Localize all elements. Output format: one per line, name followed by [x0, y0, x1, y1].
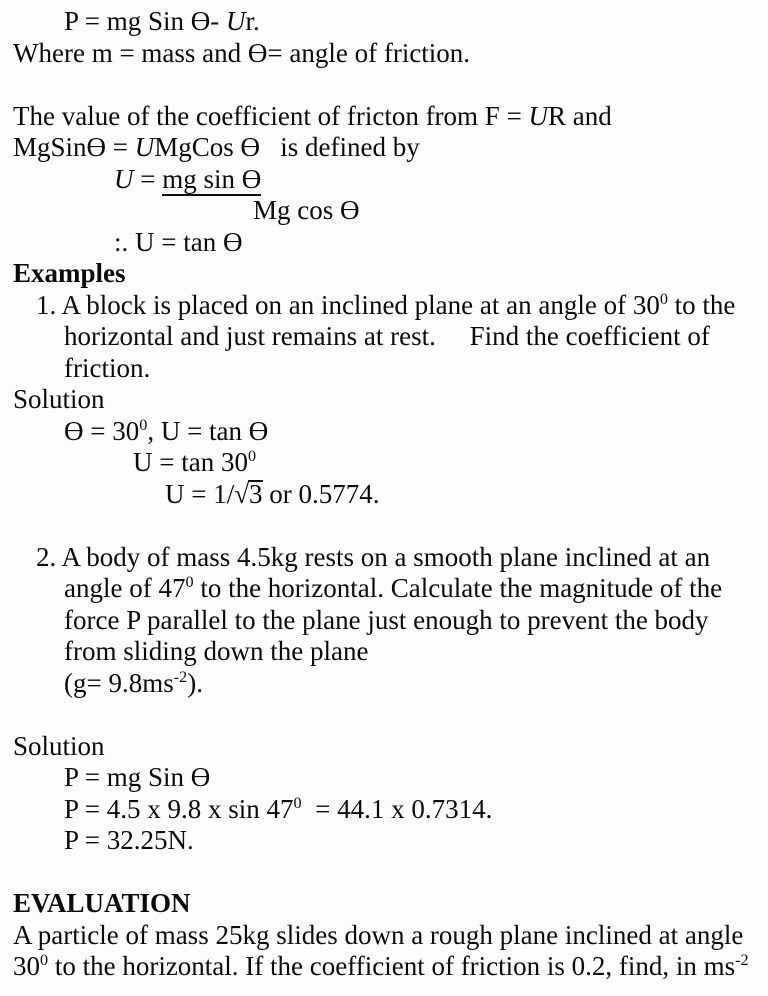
text-segment: angle of 47 [64, 573, 186, 603]
text-line [0, 164, 768, 196]
text-line [0, 605, 768, 637]
text-segment: Ө = 30 [64, 415, 140, 446]
superscript: 0 [185, 573, 194, 591]
superscript: -2 [735, 951, 749, 969]
text-segment: horizontal and just remains at rest. Find the coefficient of [64, 321, 710, 351]
text-segment: ). [187, 667, 203, 698]
text-segment: , U = tan Ө [147, 415, 269, 446]
text-segment: to the horizontal. If the coefficient of friction is 0.2, find, in ms [48, 951, 736, 981]
text-segment: Mg cos Ө [253, 195, 360, 225]
document-body [0, 6, 768, 983]
text-segment: :. U = tan Ө [114, 226, 243, 257]
superscript: 0 [659, 289, 668, 308]
text-line [0, 447, 768, 479]
text-segment: to the [667, 289, 736, 320]
superscript: 0 [40, 951, 49, 969]
text-line [0, 668, 768, 700]
text-segment: 30 [13, 951, 40, 981]
text-line [0, 888, 768, 920]
blank-line [0, 510, 768, 542]
text-line [0, 573, 768, 605]
text-line [0, 353, 768, 385]
heading-text: EVALUATION [13, 888, 191, 918]
text-segment: to the horizontal. Calculate the magnitude of the [193, 573, 723, 603]
text-segment: Where m = mass and Ө= angle of friction. [13, 37, 471, 68]
text-segment: A particle of mass 25kg slides down a rough plane inclined at angle [13, 919, 744, 950]
blank-line [0, 69, 768, 101]
text-line [0, 794, 768, 826]
text-line [0, 416, 768, 448]
text-segment: P = mg Sin Ө [64, 762, 211, 792]
text-line [0, 920, 768, 952]
text-segment: The value of the coefficient of fricton from F = [13, 100, 529, 131]
superscript: 0 [139, 415, 148, 434]
text-line [0, 825, 768, 857]
text-segment: = [133, 163, 163, 194]
text-line [0, 38, 768, 70]
italic-text: U [528, 100, 549, 131]
text-line [0, 321, 768, 353]
italic-text: U [134, 132, 155, 162]
text-line [0, 384, 768, 416]
text-line [0, 6, 768, 38]
text-line [0, 227, 768, 259]
text-segment: or 0.5774. [262, 478, 380, 509]
italic-text: U [114, 163, 134, 194]
text-segment: P = 4.5 x 9.8 x sin 47 [64, 793, 294, 824]
underlined-text: mg sin Ө [162, 163, 262, 194]
text-segment: MgCos Ө is defined by [154, 132, 420, 162]
text-line [0, 132, 768, 164]
text-line [0, 290, 768, 322]
blank-line [0, 699, 768, 731]
text-segment: (g= 9.8ms [64, 667, 174, 698]
italic-text: U [226, 6, 246, 36]
text-segment: from sliding down the plane [64, 636, 369, 666]
text-line [0, 731, 768, 763]
text-line [0, 636, 768, 668]
text-segment: R and [548, 100, 612, 131]
text-segment: U = tan 30 [133, 447, 248, 477]
text-segment: friction. [64, 352, 151, 383]
text-line [0, 479, 768, 511]
text-segment: = 44.1 x 0.7314. [301, 793, 493, 824]
text-line [0, 542, 768, 574]
text-line [0, 195, 768, 227]
text-segment: r. [245, 6, 260, 36]
text-segment: U = 1/√ [165, 478, 250, 509]
superscript: 0 [247, 447, 257, 465]
text-segment: Solution [13, 730, 105, 761]
blank-line [0, 857, 768, 889]
superscript: -2 [173, 667, 188, 686]
text-line [0, 951, 768, 983]
text-line [0, 258, 768, 290]
heading-text: Examples [13, 258, 126, 288]
text-line [0, 101, 768, 133]
text-segment: 3 [249, 478, 263, 509]
superscript: 0 [293, 793, 302, 812]
text-segment: force P parallel to the plane just enough to prevent the body [64, 604, 709, 635]
text-segment: P = 32.25N. [64, 825, 194, 855]
text-segment: Solution [13, 384, 105, 414]
text-segment: 2. A body of mass 4.5kg rests on a smooth plane inclined at an [36, 541, 711, 572]
text-line [0, 762, 768, 794]
text-segment: 1. A block is placed on an inclined plane at an angle of 30 [36, 289, 660, 320]
text-segment: P = mg Sin Ө- [64, 6, 226, 36]
text-segment: MgSinӨ = [13, 132, 135, 162]
